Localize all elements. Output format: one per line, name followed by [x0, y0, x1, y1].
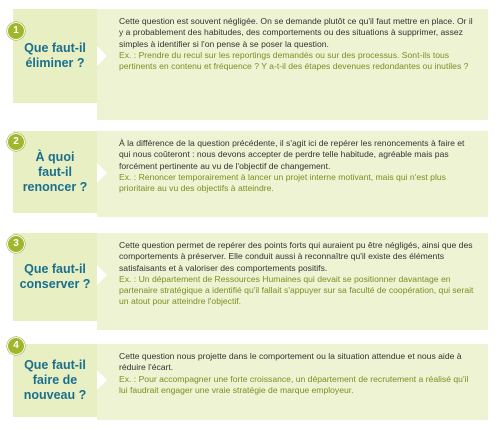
number-badge-2: 2 [7, 133, 25, 151]
example-text-3: Ex. : Un département de Ressources Humaines qui devait se positionner davantage en partenaire stratégique a identifié qu'il fallait s'appuyer sur sa faculté de coopération, qui serait un atout pour atteindre l'objectif. [119, 273, 474, 307]
example-text-2: Ex. : Renoncer temporairement à lancer un projet interne motivant, mais qui n'est plus prioritaire au vu des objectifs à atteindre. [119, 171, 446, 194]
question-text-2: À quoi faut-il renoncer ? [22, 149, 88, 194]
number-badge-4: 4 [7, 337, 25, 355]
question-label-3 [13, 233, 97, 321]
question-text-1: Que faut-il éliminer ? [24, 41, 86, 70]
question-text-3: Que faut-il conserver ? [19, 262, 91, 291]
question-label-4 [13, 344, 97, 417]
chevron-2 [97, 163, 107, 183]
answer-box-4 [97, 344, 488, 420]
answer-box-3 [97, 233, 488, 330]
answer-text-2: À la différence de la question précédente, il s'agit ici de repérer les renoncements à faire et qui nous coûteront : nous devons accepter de perdre telle habitude, agréable mais pas forcément pertinente au vu de l'objectif de changement. [119, 138, 465, 171]
example-text-1: Ex. : Prendre du recul sur les reportings demandés ou sur des processus. Sont-ils tous pertinents en contenu et fréquence ? Y a-t-il des étapes devenues redondantes ou inutiles ? [119, 49, 469, 72]
chevron-3 [97, 265, 107, 285]
question-label-2 [13, 131, 97, 213]
example-text-4: Ex. : Pour accompagner une forte croissance, un département de recrutement a réalisé qu'il lui faudrait engager une vraie stratégie de marque employeur. [119, 373, 469, 395]
question-text-4: Que faut-il faire de nouveau ? [23, 358, 87, 402]
answer-box-2 [97, 131, 488, 217]
answer-text-4: Cette question nous projette dans le comportement ou la situation attendue et nous aide à réduire l'écart. [119, 351, 462, 373]
chevron-1 [97, 46, 107, 66]
number-badge-3: 3 [7, 235, 25, 253]
chevron-4 [97, 370, 107, 390]
answer-box-1 [97, 9, 488, 120]
number-badge-1: 1 [7, 22, 25, 40]
answer-text-1: Cette question est souvent négligée. On se demande plutôt ce qu'il faut mettre en place. Or il y a probablement des habitudes, des comportements ou des situations à supprimer, assez simples à identifier si l'on pense à se poser la question. [119, 16, 473, 49]
answer-text-3: Cette question permet de repérer des points forts qui auraient pu être négligés, ainsi que des comportements à préserver. Elle conduit aussi à reconnaître qu'il existe des éléments satisfaisants et à valoriser des comportements positifs. [119, 240, 473, 273]
question-label-1 [13, 9, 97, 103]
